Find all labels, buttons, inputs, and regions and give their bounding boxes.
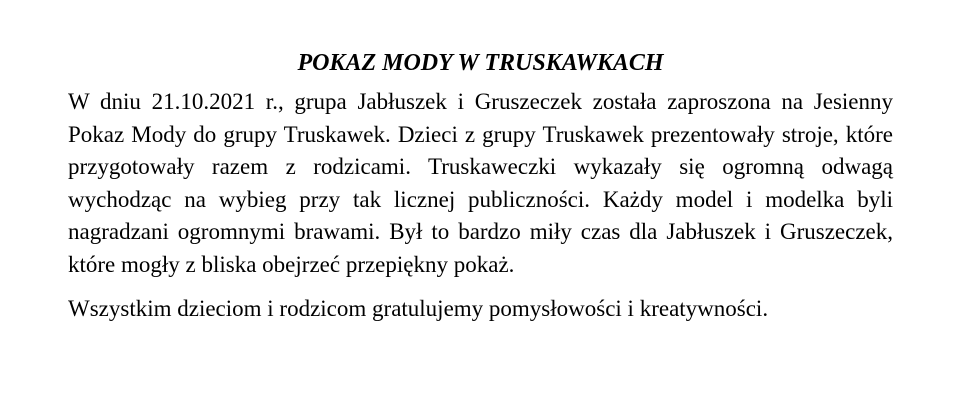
paragraph-fashion-show: W dniu 21.10.2021 r., grupa Jabłuszek i Gruszeczek została zaproszona na Jesienny Pokaz Mody do grupy Truskawek. Dzieci z grupy Truskawek prezentowały stroje, które przygotowały razem z rodzicami. Truskaweczki wykazały się ogromną odwagą wychodząc na wybieg przy tak licznej publiczności. Każdy model i modelka byli nagradzani ogromnymi brawami. Był to bardzo miły czas dla Jabłuszek i Gruszeczek, które mogły z bliska obejrzeć przepiękny pokaż. — [68, 89, 893, 277]
document-title: POKAZ MODY W TRUSKAWKACH — [297, 50, 664, 76]
paragraph-congratulations: Wszystkim dzieciom i rodzicom gratulujemy pomysłowości i kreatywności. — [68, 296, 769, 321]
document-page — [68, 46, 893, 326]
